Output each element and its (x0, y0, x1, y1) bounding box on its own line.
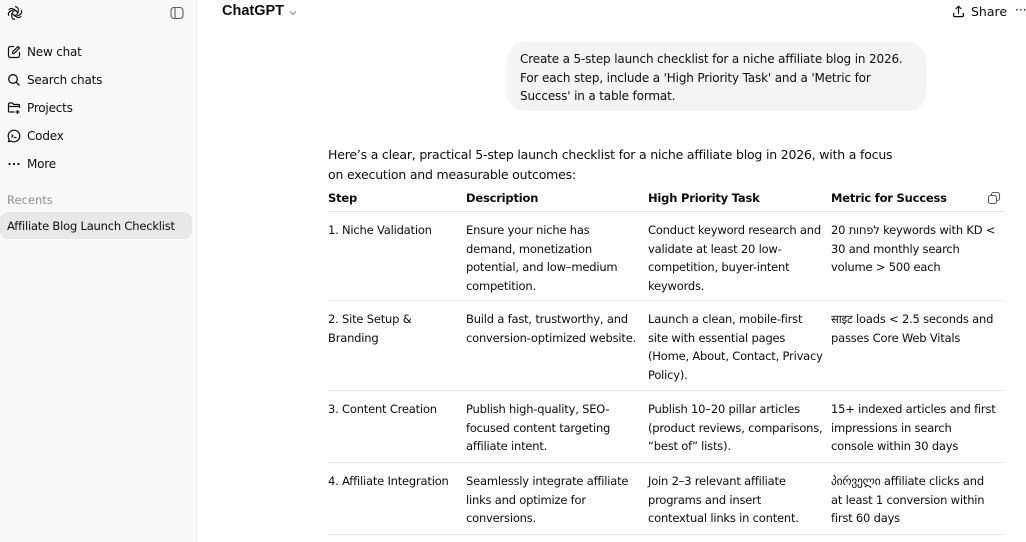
model-name: ChatGPT (222, 3, 285, 19)
chevron-down-icon (288, 6, 298, 16)
sidebar-item-label: Search chats (27, 73, 103, 87)
share-button[interactable] (952, 4, 1007, 19)
codex-icon (7, 129, 21, 143)
cell-task: Publish 10–20 pillar articles (product reviews, comparisons, “best of” lists). (648, 402, 823, 453)
table-header (328, 189, 1005, 212)
cell-step: 4. Affiliate Integration (328, 474, 449, 488)
table-row (328, 301, 1005, 391)
user-message: Create a 5-step launch checklist for a niche affiliate blog in 2026. For each step, include a 'High Priority Task' and a 'Metric for Success' in a table format. (507, 42, 926, 111)
sidebar-item-search-chats[interactable] (0, 67, 197, 93)
share-icon (952, 5, 965, 18)
recent-chat-item[interactable]: Affiliate Blog Launch Checklist (0, 212, 192, 239)
cell-task: Conduct keyword research and validate at least 20 low-competition, buyer-intent keywords. (648, 223, 821, 293)
sidebar-item-more[interactable] (0, 151, 197, 177)
sidebar-item-label: Codex (27, 129, 64, 143)
new-chat-icon (7, 45, 21, 59)
header-step: Step (328, 191, 358, 205)
model-selector[interactable] (222, 3, 298, 19)
cell-metric: साइट loads < 2.5 seconds and passes Core Web Vitals (831, 312, 994, 345)
search-icon (7, 73, 21, 87)
header-description: Description (466, 191, 539, 205)
sidebar-toggle-icon[interactable] (170, 5, 184, 19)
table-row (328, 391, 1005, 463)
cell-metric: პირველი affiliate clicks and at least 1 conversion within first 60 days (831, 474, 985, 525)
table-row (328, 212, 1005, 301)
cell-metric: 15+ indexed articles and first impressions in search console within 30 days (831, 402, 996, 453)
share-label: Share (971, 4, 1008, 19)
more-dots-icon (7, 157, 21, 171)
cell-step: 2. Site Setup & Branding (328, 312, 412, 345)
sidebar-item-label: Projects (27, 101, 73, 115)
sidebar (0, 0, 197, 542)
cell-description: Build a fast, trustworthy, and conversion-optimized website. (466, 312, 637, 345)
folder-plus-icon (7, 101, 21, 115)
cell-task: Launch a clean, mobile-first site with essential pages (Home, About, Contact, Privacy Policy). (648, 312, 823, 382)
cell-description: Seamlessly integrate affiliate links and optimize for conversions. (466, 474, 629, 525)
cell-metric: 20 לפחות keywords with KD < 30 and monthly search volume > 500 each (831, 223, 996, 274)
openai-logo-icon[interactable] (6, 4, 24, 22)
sidebar-item-label: New chat (27, 45, 82, 59)
cell-step: 3. Content Creation (328, 402, 437, 416)
cell-description: Publish high-quality, SEO-focused content targeting affiliate intent. (466, 402, 611, 453)
recents-heading: Recents (7, 193, 53, 207)
table-row (328, 463, 1005, 535)
sidebar-item-projects[interactable] (0, 95, 197, 121)
header-task: High Priority Task (648, 191, 760, 205)
cell-description: Ensure your niche has demand, monetization potential, and low–medium competition. (466, 223, 618, 293)
assistant-intro: Here’s a clear, practical 5-step launch checklist for a niche affiliate blog in 2026, with a focus on execution and measurable outcomes: (328, 147, 893, 182)
cell-task: Join 2–3 relevant affiliate programs and insert contextual links in content. (648, 474, 799, 525)
more-options-button[interactable]: ··· (1015, 3, 1026, 17)
cell-step: 1. Niche Validation (328, 223, 432, 237)
sidebar-item-new-chat[interactable] (0, 39, 197, 65)
sidebar-item-codex[interactable] (0, 123, 197, 149)
header-metric: Metric for Success (831, 191, 947, 205)
sidebar-item-label: More (27, 157, 56, 171)
copy-table-icon[interactable] (987, 190, 1001, 204)
checklist-table (328, 189, 1005, 535)
